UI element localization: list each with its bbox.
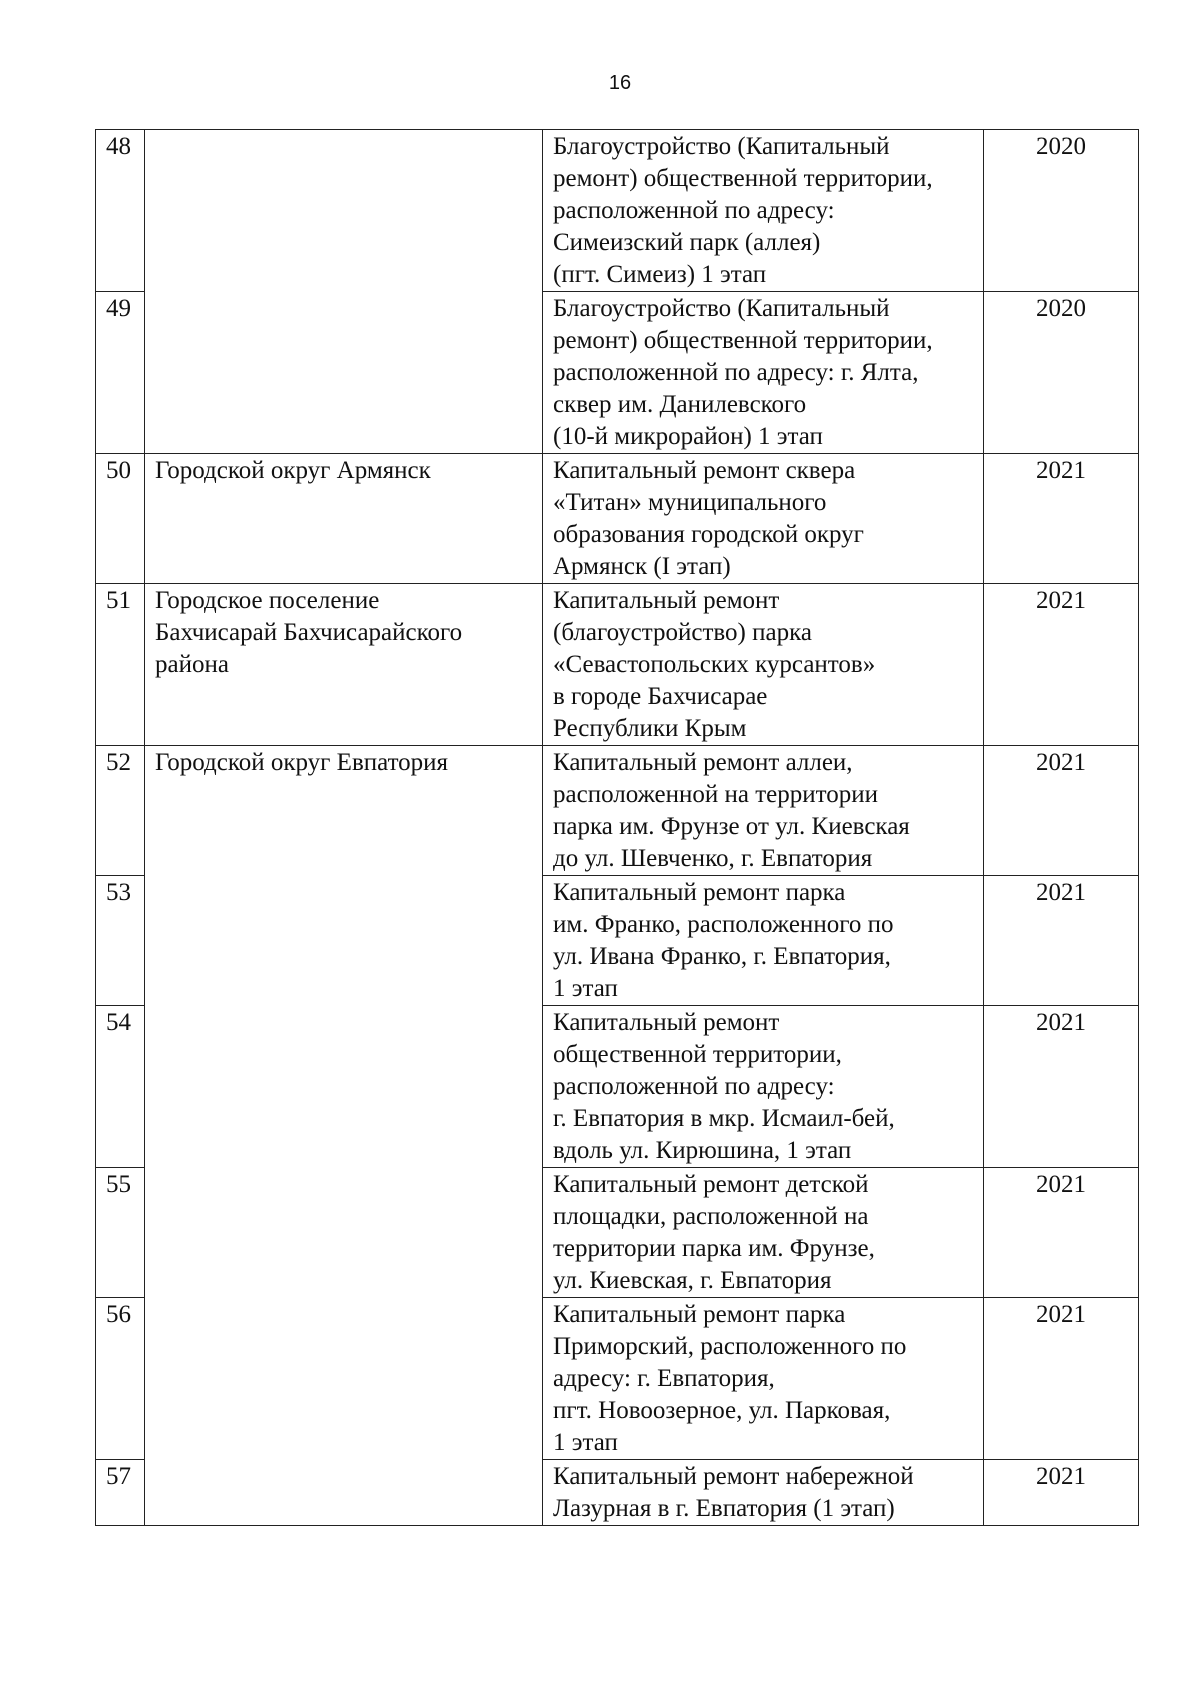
row-number: 55	[96, 1168, 145, 1298]
project-description-line: пгт. Новоозерное, ул. Парковая,	[553, 1397, 891, 1424]
project-description-line: Капитальный ремонт детской	[553, 1171, 869, 1198]
municipality-cell	[145, 454, 543, 584]
projects-table	[95, 129, 1139, 1526]
row-number: 57	[96, 1460, 145, 1526]
project-description-line: Капитальный ремонт парка	[553, 879, 846, 906]
project-description-line: Приморский, расположенного по	[553, 1333, 907, 1360]
project-year: 2021	[984, 584, 1139, 746]
table-row	[96, 746, 1139, 876]
page-number: 16	[608, 72, 632, 94]
project-description-line: Капитальный ремонт	[553, 1009, 780, 1036]
project-description-line: (благоустройство) парка	[553, 619, 812, 646]
project-description-line: сквер им. Данилевского	[553, 391, 807, 418]
row-number: 53	[96, 876, 145, 1006]
project-description-cell	[543, 876, 984, 1006]
row-number: 49	[96, 292, 145, 454]
project-description-line: Капитальный ремонт	[553, 587, 780, 614]
project-year: 2021	[984, 1168, 1139, 1298]
project-description-line: Капитальный ремонт аллеи,	[553, 749, 853, 776]
row-number: 51	[96, 584, 145, 746]
project-description-line: Армянск (I этап)	[553, 553, 731, 580]
project-description-cell	[543, 1460, 984, 1526]
municipality-cell	[145, 746, 543, 1526]
project-description-line: ул. Киевская, г. Евпатория	[553, 1267, 832, 1294]
table-row	[96, 584, 1139, 746]
project-description-line: расположенной по адресу:	[553, 1073, 835, 1100]
project-description-line: ремонт) общественной территории,	[553, 327, 933, 354]
project-description-cell	[543, 1298, 984, 1460]
row-number: 52	[96, 746, 145, 876]
project-description-line: ремонт) общественной территории,	[553, 165, 933, 192]
project-description-line: Благоустройство (Капитальный	[553, 133, 890, 160]
project-description-line: образования городской округ	[553, 521, 864, 548]
municipality-line: Городской округ Евпатория	[155, 749, 449, 776]
row-number: 50	[96, 454, 145, 584]
project-description-line: адресу: г. Евпатория,	[553, 1365, 775, 1392]
project-description-line: площадки, расположенной на	[553, 1203, 869, 1230]
project-description-cell	[543, 584, 984, 746]
project-description-line: ул. Ивана Франко, г. Евпатория,	[553, 943, 891, 970]
project-year: 2021	[984, 1460, 1139, 1526]
project-description-line: общественной территории,	[553, 1041, 842, 1068]
project-description-line: г. Евпатория в мкр. Исмаил-бей,	[553, 1105, 895, 1132]
project-year: 2021	[984, 1006, 1139, 1168]
table-row	[96, 454, 1139, 584]
projects-table-body	[96, 130, 1139, 1526]
project-description-line: (пгт. Симеиз) 1 этап	[553, 261, 767, 288]
project-year: 2021	[984, 746, 1139, 876]
project-description-cell	[543, 1168, 984, 1298]
row-number: 54	[96, 1006, 145, 1168]
project-description-line: расположенной по адресу: г. Ялта,	[553, 359, 919, 386]
project-description-cell	[543, 292, 984, 454]
project-description-line: Капитальный ремонт парка	[553, 1301, 846, 1328]
project-description-line: им. Франко, расположенного по	[553, 911, 894, 938]
project-description-line: расположенной по адресу:	[553, 197, 835, 224]
project-description-line: до ул. Шевченко, г. Евпатория	[553, 845, 873, 872]
municipality-line: района	[155, 651, 229, 678]
project-description-line: вдоль ул. Кирюшина, 1 этап	[553, 1137, 852, 1164]
project-description-line: 1 этап	[553, 1429, 618, 1456]
project-year: 2021	[984, 454, 1139, 584]
municipality-line: Городской округ Армянск	[155, 457, 431, 484]
project-description-line: 1 этап	[553, 975, 618, 1002]
project-description-line: Республики Крым	[553, 715, 747, 742]
project-description-line: расположенной на территории	[553, 781, 878, 808]
project-year: 2020	[984, 292, 1139, 454]
project-description-line: Симеизский парк (аллея)	[553, 229, 821, 256]
project-year: 2021	[984, 1298, 1139, 1460]
project-description-line: Благоустройство (Капитальный	[553, 295, 890, 322]
municipality-cell	[145, 130, 543, 454]
project-year: 2020	[984, 130, 1139, 292]
project-year: 2021	[984, 876, 1139, 1006]
project-description-line: «Севастопольских курсантов»	[553, 651, 876, 678]
project-description-line: (10-й микрорайон) 1 этап	[553, 423, 823, 450]
project-description-line: в городе Бахчисарае	[553, 683, 768, 710]
municipality-cell	[145, 584, 543, 746]
project-description-cell	[543, 746, 984, 876]
municipality-line: Городское поселение	[155, 587, 380, 614]
project-description-cell	[543, 1006, 984, 1168]
project-description-line: Капитальный ремонт набережной	[553, 1463, 914, 1490]
project-description-line: Капитальный ремонт сквера	[553, 457, 856, 484]
table-row	[96, 130, 1139, 292]
project-description-line: Лазурная в г. Евпатория (1 этап)	[553, 1495, 895, 1522]
project-description-cell	[543, 454, 984, 584]
project-description-line: парка им. Фрунзе от ул. Киевская	[553, 813, 910, 840]
municipality-line: Бахчисарай Бахчисарайского	[155, 619, 463, 646]
row-number: 48	[96, 130, 145, 292]
project-description-line: «Титан» муниципального	[553, 489, 827, 516]
row-number: 56	[96, 1298, 145, 1460]
project-description-line: территории парка им. Фрунзе,	[553, 1235, 875, 1262]
project-description-cell	[543, 130, 984, 292]
